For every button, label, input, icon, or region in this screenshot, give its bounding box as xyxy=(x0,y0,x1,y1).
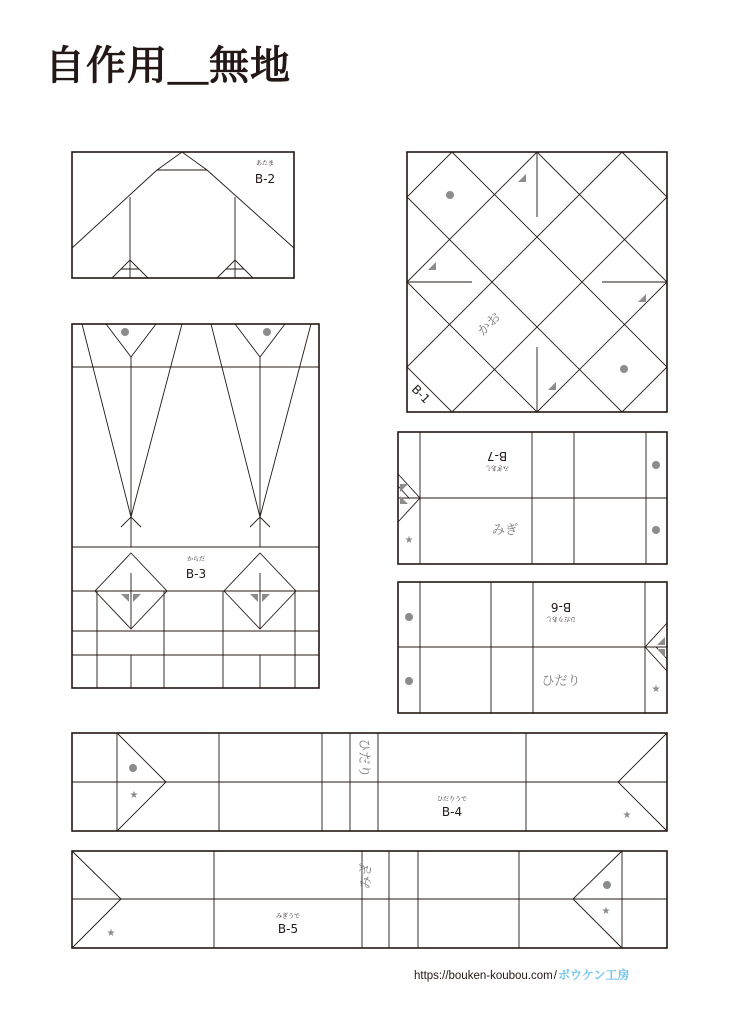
footer-separator: / xyxy=(553,970,557,982)
b4-name-label: ひだり xyxy=(356,738,371,778)
svg-text:★: ★ xyxy=(651,684,661,695)
b3-small-label: からだ xyxy=(186,556,206,563)
b6-code: B-6 xyxy=(550,600,572,614)
b2-small-label: あたま xyxy=(255,160,275,167)
svg-text:★: ★ xyxy=(106,928,116,939)
b7-name-label: みぎ xyxy=(491,523,519,538)
b5-name-label: みぎ xyxy=(359,862,374,890)
b1-name-label: かお xyxy=(475,310,505,340)
b5-code: B-5 xyxy=(277,922,299,936)
b2-code: B-2 xyxy=(254,172,276,186)
part-b1-face xyxy=(407,152,667,412)
b4-small-label: ひだりうで xyxy=(436,796,468,803)
b4-code: B-4 xyxy=(441,805,463,819)
b3-code: B-3 xyxy=(185,567,207,581)
b5-small-label: みぎうで xyxy=(275,913,301,920)
b1-code: B-1 xyxy=(408,382,433,407)
part-b4-left-arm xyxy=(72,733,667,831)
page-title: 自作用＿無地 xyxy=(45,43,291,89)
b6-small-label: ひだりあし xyxy=(545,615,577,622)
part-b3-body xyxy=(72,324,319,688)
footer xyxy=(414,968,629,983)
b7-small-label: みぎあし xyxy=(484,464,510,471)
b6-name-label: ひだり xyxy=(541,674,581,689)
svg-text:★: ★ xyxy=(404,535,414,546)
brand-logo: ボウケン工房 xyxy=(557,968,630,982)
part-b2-head xyxy=(72,152,294,278)
part-b6-left-leg xyxy=(398,582,667,713)
part-b7-right-leg xyxy=(398,432,667,564)
svg-text:★: ★ xyxy=(129,790,139,801)
b7-code: B-7 xyxy=(486,449,508,463)
site-link[interactable]: https://bouken-koubou.com xyxy=(414,970,553,982)
svg-text:★: ★ xyxy=(601,906,611,917)
part-b5-right-arm xyxy=(72,851,667,948)
svg-text:★: ★ xyxy=(622,810,632,821)
